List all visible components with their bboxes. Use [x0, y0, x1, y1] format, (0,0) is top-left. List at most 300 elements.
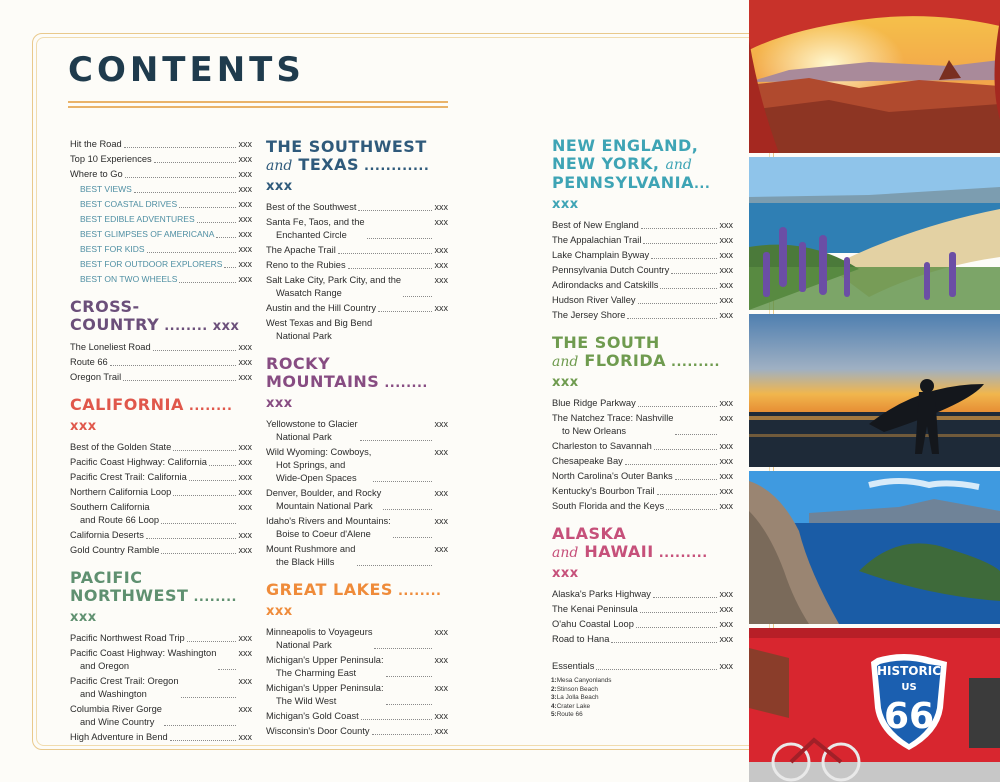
- page-number: xxx: [238, 357, 252, 367]
- toc-entry[interactable]: [552, 279, 733, 292]
- toc-entry-title: Hudson River Valley: [552, 295, 636, 305]
- heading-page-number: xxx: [70, 610, 97, 625]
- toc-entry[interactable]: [552, 485, 733, 498]
- toc-entry[interactable]: [70, 441, 252, 454]
- page-number: xxx: [434, 627, 448, 637]
- dot-leader: [657, 494, 717, 495]
- toc-entry[interactable]: [552, 455, 733, 468]
- toc-entry[interactable]: [552, 500, 733, 513]
- toc-entry-title: BEST EDIBLE ADVENTURES: [80, 214, 195, 224]
- toc-entry-title: Where to Go: [70, 169, 123, 179]
- toc-entry[interactable]: [266, 682, 448, 708]
- page-number: xxx: [434, 726, 448, 736]
- toc-entry[interactable]: [70, 703, 252, 729]
- toc-entry-title: The Appalachian Trail: [552, 235, 642, 245]
- heading-text: CALIFORNIA: [70, 395, 184, 414]
- toc-entry[interactable]: [552, 249, 733, 262]
- toc-entry-title: Pacific Coast Highway: California: [70, 457, 207, 467]
- page-number: xxx: [719, 235, 733, 245]
- toc-entry[interactable]: [552, 618, 733, 631]
- toc-entry-title: Best of the Golden State: [70, 442, 172, 452]
- page-number: xxx: [238, 704, 252, 714]
- toc-entry-line: Idaho's Rivers and Mountains:: [266, 516, 391, 526]
- photo-credit-number: 1:: [551, 677, 557, 684]
- toc-entry-title: [266, 446, 371, 485]
- toc-entry-title: Hit the Road: [70, 139, 122, 149]
- dot-leader: [216, 237, 235, 238]
- dot-leader: [358, 210, 431, 211]
- toc-entry[interactable]: [70, 675, 252, 701]
- toc-entry-line: National Park: [276, 432, 332, 442]
- page-number: xxx: [238, 502, 252, 512]
- section-heading-alaska-hawaii[interactable]: [552, 525, 733, 583]
- photo-credit-label: Crater Lake: [556, 702, 591, 710]
- toc-entry-title: The Jersey Shore: [552, 310, 626, 320]
- page-number: xxx: [719, 250, 733, 260]
- toc-entry[interactable]: [266, 302, 448, 315]
- toc-entry[interactable]: [70, 647, 252, 673]
- toc-entry-title: California Deserts: [70, 530, 144, 540]
- toc-entry-title: [266, 626, 372, 652]
- section-heading-california[interactable]: [70, 396, 252, 436]
- toc-entry-line: and Wine Country: [80, 717, 155, 727]
- page-number: xxx: [719, 501, 733, 511]
- toc-entry[interactable]: [552, 603, 733, 616]
- toc-entry-line: to New Orleans: [562, 426, 627, 436]
- toc-entry[interactable]: [266, 418, 448, 444]
- page-number: xxx: [238, 442, 252, 452]
- dot-leader: [641, 228, 717, 229]
- toc-entry[interactable]: [552, 633, 733, 646]
- toc-entry[interactable]: [266, 244, 448, 257]
- toc-entry[interactable]: [266, 626, 448, 652]
- toc-entry[interactable]: [70, 544, 252, 557]
- toc-entry[interactable]: [70, 356, 252, 369]
- title-rule: [68, 101, 448, 103]
- section-heading-cross-country[interactable]: [70, 298, 252, 336]
- toc-entry-title: The Kenai Peninsula: [552, 604, 638, 614]
- heading-leader: .........: [666, 355, 720, 370]
- dot-leader: [181, 697, 236, 698]
- toc-entry[interactable]: [266, 201, 448, 214]
- toc-entry[interactable]: [266, 725, 448, 738]
- toc-entry-title: [266, 418, 358, 444]
- sign-historic-text: HISTORIC: [876, 664, 942, 678]
- toc-entry[interactable]: [70, 153, 252, 166]
- toc-entry-line: Salt Lake City, Park City, and the: [266, 275, 402, 285]
- toc-entry[interactable]: [266, 317, 448, 343]
- page-number: xxx: [719, 441, 733, 451]
- photo-credit-number: 5:: [551, 711, 557, 719]
- page-number: xxx: [238, 274, 252, 284]
- toc-entry-title: The Loneliest Road: [70, 342, 151, 352]
- toc-entry[interactable]: [70, 486, 252, 499]
- dot-leader: [189, 480, 236, 481]
- page-number: xxx: [719, 280, 733, 290]
- heading-and: and: [266, 158, 293, 174]
- toc-entry-line: National Park: [276, 331, 332, 341]
- page-number: xxx: [238, 732, 252, 742]
- toc-entry-title: Northern California Loop: [70, 487, 172, 497]
- toc-entry-line: Denver, Boulder, and Rocky: [266, 488, 382, 498]
- page-number: xxx: [238, 244, 252, 254]
- dot-leader: [153, 350, 236, 351]
- toc-entry[interactable]: [70, 456, 252, 469]
- heading-text: THE SOUTHWEST: [266, 137, 427, 156]
- heading-page-number: xxx: [552, 197, 579, 212]
- heading-text: THE SOUTH: [552, 333, 660, 352]
- page-number: xxx: [434, 683, 448, 693]
- toc-column-2: [266, 138, 448, 740]
- dot-leader: [675, 479, 717, 480]
- toc-entry-title: [266, 515, 391, 541]
- toc-entry[interactable]: [552, 264, 733, 277]
- page-number: xxx: [434, 419, 448, 429]
- toc-entry[interactable]: [70, 228, 252, 241]
- heading-page-number: xxx: [70, 419, 97, 434]
- toc-entry[interactable]: [266, 216, 448, 242]
- dot-leader: [403, 296, 431, 297]
- dot-leader: [638, 303, 717, 304]
- heading-page-number: xxx: [552, 566, 579, 581]
- toc-entry-title: Pacific Crest Trail: California: [70, 472, 187, 482]
- toc-entry-line: The Wild West: [276, 696, 337, 706]
- page-number: xxx: [719, 486, 733, 496]
- page-number: xxx: [238, 229, 252, 239]
- dot-leader: [653, 597, 717, 598]
- dot-leader: [218, 669, 235, 670]
- toc-entry-title: Blue Ridge Parkway: [552, 398, 636, 408]
- page-number: xxx: [719, 604, 733, 614]
- toc-entry-line: The Natchez Trace: Nashville: [552, 413, 674, 423]
- photo-credit-number: 4:: [551, 702, 557, 710]
- dot-leader: [643, 243, 716, 244]
- heading-page-number: xxx: [266, 396, 293, 411]
- toc-entry[interactable]: [266, 654, 448, 680]
- page-number: xxx: [434, 245, 448, 255]
- toc-entry[interactable]: [70, 243, 252, 256]
- page-number: xxx: [434, 260, 448, 270]
- heading-leader: ........: [188, 590, 237, 605]
- heading-text: NEW ENGLAND,: [552, 136, 699, 155]
- toc-entry-title: [266, 682, 384, 708]
- dot-leader: [636, 627, 717, 628]
- toc-entry[interactable]: [70, 501, 252, 527]
- toc-entry[interactable]: [266, 710, 448, 723]
- page-number: xxx: [719, 661, 733, 671]
- photo-crater-lake: [749, 471, 1000, 624]
- dot-leader: [124, 147, 236, 148]
- page-number: xxx: [238, 199, 252, 209]
- toc-entry[interactable]: [552, 588, 733, 601]
- dot-leader: [374, 648, 431, 649]
- toc-entry-title: Austin and the Hill Country: [266, 303, 377, 313]
- toc-entry-line: Mountain National Park: [276, 501, 373, 511]
- page-number: xxx: [719, 413, 733, 423]
- page-number: xxx: [719, 589, 733, 599]
- dot-leader: [372, 734, 432, 735]
- toc-entry-line: Hot Springs, and: [276, 460, 346, 470]
- heading-and: and: [552, 354, 579, 370]
- section-heading-pacific-northwest[interactable]: [70, 569, 252, 627]
- page-number: xxx: [719, 456, 733, 466]
- dot-leader: [596, 669, 716, 670]
- page-number: xxx: [238, 545, 252, 555]
- toc-entry-title: High Adventure in Bend: [70, 732, 168, 742]
- heading-text: GREAT LAKES: [266, 580, 393, 599]
- toc-entry-title: BEST ON TWO WHEELS: [80, 274, 178, 284]
- toc-entry-title: Charleston to Savannah: [552, 441, 652, 451]
- toc-entry-title: [70, 647, 216, 673]
- heading-text: COUNTRY: [70, 315, 160, 334]
- toc-entry-title: Lake Champlain Byway: [552, 250, 650, 260]
- page-number: xxx: [434, 275, 448, 285]
- toc-entry-title: Michigan's Gold Coast: [266, 711, 359, 721]
- toc-entry-line: Michigan's Upper Peninsula:: [266, 655, 384, 665]
- toc-entry-title: BEST FOR OUTDOOR EXPLORERS: [80, 259, 223, 269]
- heading-text: ROCKY: [266, 354, 331, 373]
- page-number: xxx: [434, 711, 448, 721]
- toc-entry-title: Chesapeake Bay: [552, 456, 623, 466]
- dot-leader: [146, 538, 236, 539]
- page-number: xxx: [719, 471, 733, 481]
- heading-page-number: xxx: [212, 319, 240, 334]
- toc-entry-line: Boise to Coeur d'Alene: [276, 529, 371, 539]
- toc-entry-title: Route 66: [70, 357, 108, 367]
- dot-leader: [173, 495, 235, 496]
- toc-entry-line: The Charming East: [276, 668, 357, 678]
- toc-entry-title: Road to Hana: [552, 634, 610, 644]
- toc-entry[interactable]: [266, 543, 448, 569]
- photo-stinson-beach: [749, 157, 1000, 310]
- dot-leader: [197, 222, 236, 223]
- dot-leader: [164, 725, 236, 726]
- photo-credit-label: Stinson Beach: [556, 685, 598, 693]
- toc-entry[interactable]: [266, 446, 448, 485]
- toc-entry[interactable]: [70, 258, 252, 271]
- page-number: xxx: [434, 488, 448, 498]
- dot-leader: [154, 162, 236, 163]
- toc-entry-line: Pacific Crest Trail: Oregon: [70, 676, 179, 686]
- toc-entry-title: [266, 216, 365, 242]
- page-number: xxx: [719, 619, 733, 629]
- photo-credit: [551, 694, 611, 703]
- toc-entry[interactable]: [70, 529, 252, 542]
- heading-page-number: xxx: [552, 375, 579, 390]
- toc-entry[interactable]: [266, 487, 448, 513]
- toc-entry-title: Essentials: [552, 661, 595, 671]
- dot-leader: [338, 253, 432, 254]
- dot-leader: [147, 252, 236, 253]
- page-number: xxx: [434, 217, 448, 227]
- heading-leader: ...: [693, 177, 711, 192]
- dot-leader: [134, 192, 236, 193]
- page-number: xxx: [238, 530, 252, 540]
- toc-entry[interactable]: [70, 183, 252, 196]
- toc-entry-line: Wasatch Range: [276, 288, 342, 298]
- toc-entry[interactable]: [552, 219, 733, 232]
- heading-leader: ........: [159, 319, 213, 334]
- toc-entry[interactable]: [70, 138, 252, 151]
- toc-entry-title: [266, 317, 372, 343]
- page-number: xxx: [238, 214, 252, 224]
- toc-entry[interactable]: [552, 397, 733, 410]
- toc-entry[interactable]: [70, 471, 252, 484]
- dot-leader: [161, 523, 235, 524]
- photo-credit: [551, 711, 611, 720]
- photo-credits: [551, 677, 611, 720]
- page-number: xxx: [719, 310, 733, 320]
- page-number: xxx: [434, 202, 448, 212]
- dot-leader: [638, 406, 717, 407]
- heading-text: MOUNTAINS: [266, 372, 380, 391]
- page-number: xxx: [719, 220, 733, 230]
- dot-leader: [125, 177, 236, 178]
- dot-leader: [386, 704, 432, 705]
- section-heading-great-lakes[interactable]: [266, 581, 448, 621]
- dot-leader: [179, 282, 235, 283]
- toc-entry-line: Santa Fe, Taos, and the: [266, 217, 365, 227]
- toc-entry-line: Wide-Open Spaces: [276, 473, 357, 483]
- dot-leader: [671, 273, 716, 274]
- dot-leader: [393, 537, 432, 538]
- dot-leader: [640, 612, 717, 613]
- page-number: xxx: [238, 676, 252, 686]
- toc-entry-line: Columbia River Gorge: [70, 704, 162, 714]
- page-number: xxx: [238, 154, 252, 164]
- toc-entry-title: Pennsylvania Dutch Country: [552, 265, 670, 275]
- photo-credit-number: 3:: [551, 694, 557, 702]
- page-number: xxx: [434, 303, 448, 313]
- toc-entry-line: Pacific Coast Highway: Washington: [70, 648, 217, 658]
- sign-us-text: US: [901, 682, 917, 693]
- toc-entry-title: The Apache Trail: [266, 245, 336, 255]
- toc-entry-title: BEST FOR KIDS: [80, 244, 145, 254]
- heading-text: NEW YORK,: [552, 154, 660, 173]
- dot-leader: [666, 509, 716, 510]
- dot-leader: [625, 464, 717, 465]
- dot-leader: [360, 440, 432, 441]
- toc-column-1: [70, 138, 252, 746]
- toc-entry[interactable]: [70, 731, 252, 744]
- toc-entry[interactable]: [552, 660, 733, 673]
- page-number: xxx: [238, 633, 252, 643]
- toc-entry-title: Gold Country Ramble: [70, 545, 160, 555]
- toc-entry-line: Minneapolis to Voyageurs: [266, 627, 373, 637]
- toc-entry-line: Enchanted Circle: [276, 230, 347, 240]
- dot-leader: [378, 311, 431, 312]
- toc-entry[interactable]: [552, 470, 733, 483]
- dot-leader: [386, 676, 432, 677]
- dot-leader: [161, 553, 235, 554]
- section-heading-rocky-mountains[interactable]: [266, 355, 448, 413]
- page-number: xxx: [238, 472, 252, 482]
- toc-entry-title: Top 10 Experiences: [70, 154, 152, 164]
- page-number: xxx: [238, 169, 252, 179]
- heading-and: and: [552, 545, 579, 561]
- toc-entry[interactable]: [70, 273, 252, 286]
- toc-entry[interactable]: [70, 168, 252, 181]
- toc-entry-title: Reno to the Rubies: [266, 260, 346, 270]
- dot-leader: [224, 267, 235, 268]
- photo-mesa-canyonlands: [749, 0, 1000, 153]
- toc-entry[interactable]: [70, 198, 252, 211]
- page-number: xxx: [719, 295, 733, 305]
- photo-credit-number: 2:: [551, 685, 557, 693]
- dot-leader: [611, 642, 716, 643]
- photo-credit: [551, 677, 611, 686]
- page-number: xxx: [434, 516, 448, 526]
- toc-entry-line: Wild Wyoming: Cowboys,: [266, 447, 372, 457]
- photo-credit-label: Route 66: [556, 711, 583, 719]
- toc-entry-title: BEST COASTAL DRIVES: [80, 199, 178, 209]
- page-number: xxx: [719, 634, 733, 644]
- toc-entry-title: [266, 487, 381, 513]
- toc-entry[interactable]: [266, 274, 448, 300]
- toc-entry-line: Michigan's Upper Peninsula:: [266, 683, 384, 693]
- toc-entry-line: the Black Hills: [276, 557, 335, 567]
- toc-entry-title: Oregon Trail: [70, 372, 122, 382]
- page-title: CONTENTS: [68, 50, 305, 90]
- toc-entry[interactable]: [266, 259, 448, 272]
- section-heading-southwest-texas[interactable]: [266, 138, 448, 196]
- toc-entry[interactable]: [552, 440, 733, 453]
- page-number: xxx: [238, 372, 252, 382]
- title-rule-lower: [68, 106, 448, 108]
- toc-entry[interactable]: [552, 309, 733, 322]
- toc-entry[interactable]: [552, 234, 733, 247]
- toc-entry-title: Wisconsin's Door County: [266, 726, 370, 736]
- toc-entry-line: Mount Rushmore and: [266, 544, 356, 554]
- photo-credit-label: La Jolla Beach: [556, 694, 599, 702]
- page-number: xxx: [238, 342, 252, 352]
- photo-credit: [551, 703, 611, 712]
- toc-entry[interactable]: [552, 294, 733, 307]
- toc-entry[interactable]: [70, 371, 252, 384]
- toc-entry-title: [70, 501, 159, 527]
- page-number: xxx: [238, 184, 252, 194]
- toc-entry-title: Kentucky's Bourbon Trail: [552, 486, 655, 496]
- page-number: xxx: [238, 457, 252, 467]
- toc-entry[interactable]: [70, 213, 252, 226]
- heading-text: FLORIDA: [584, 351, 666, 370]
- heading-page-number: xxx: [266, 179, 293, 194]
- toc-entry-title: O'ahu Coastal Loop: [552, 619, 634, 629]
- toc-entry[interactable]: [552, 412, 733, 438]
- sign-number-text: 66: [883, 696, 935, 737]
- toc-entry[interactable]: [70, 341, 252, 354]
- photo-route-66: [749, 628, 1000, 782]
- dot-leader: [651, 258, 716, 259]
- toc-entry-title: South Florida and the Keys: [552, 501, 665, 511]
- heading-text: TEXAS: [298, 155, 359, 174]
- toc-entry[interactable]: [266, 515, 448, 541]
- dot-leader: [373, 481, 431, 482]
- section-heading-new-england[interactable]: [552, 137, 733, 214]
- heading-page-number: xxx: [266, 604, 293, 619]
- page-number: xxx: [238, 259, 252, 269]
- dot-leader: [123, 380, 235, 381]
- toc-entry[interactable]: [70, 632, 252, 645]
- dot-leader: [627, 318, 716, 319]
- page-number: xxx: [434, 447, 448, 457]
- section-heading-south-florida[interactable]: [552, 334, 733, 392]
- page-number: xxx: [434, 544, 448, 554]
- toc-entry-line: and Washington: [80, 689, 147, 699]
- toc-entry-title: [266, 274, 401, 300]
- toc-entry-title: BEST GLIMPSES OF AMERICANA: [80, 229, 215, 239]
- heading-text: NORTHWEST: [70, 586, 189, 605]
